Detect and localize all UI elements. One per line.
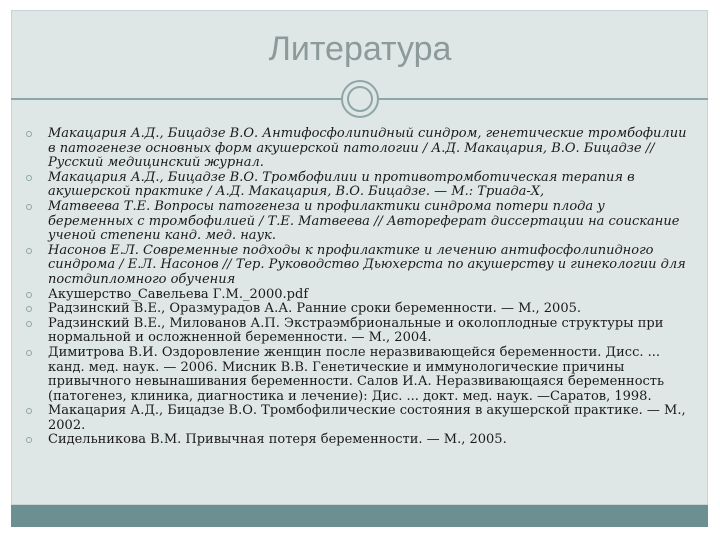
reference-item [26, 317, 688, 346]
reference-item [26, 288, 688, 303]
reference-text: Макацария А.Д., Бицадзе В.О. Тромбофилические состояния в акушерской практике. — М., 2002. [48, 403, 686, 433]
bottom-accent-bar [11, 505, 708, 527]
reference-list [26, 127, 688, 448]
bullet-icon [26, 248, 32, 254]
reference-item [26, 346, 688, 404]
title-divider-left [11, 98, 343, 100]
bullet-icon [26, 408, 32, 414]
circle-ornament-icon [341, 80, 379, 118]
bullet-icon [26, 306, 32, 312]
reference-item [26, 127, 688, 171]
reference-text: Сидельникова В.М. Привычная потеря беременности. — М., 2005. [48, 432, 507, 448]
bullet-icon [26, 131, 32, 137]
reference-text: Макацария А.Д., Бицадзе В.О. Антифосфолипидный синдром, генетические тромбофилии в патогенезе основных форм акушерской патологии / А.Д. Макацария, В.О. Бицадзе // Русский медицинский журнал. [48, 126, 687, 171]
reference-item [26, 171, 688, 200]
reference-text: Радзинский В.Е., Милованов А.П. Экстраэмбриональные и околоплодные структуры при нормальной и осложненной беременности. — М., 2004. [48, 315, 664, 346]
reference-text: Насонов Е.Л. Современные подходы к профилактике и лечению антифосфолипидного синдрома / Е.Л. Насонов // Тер. Руководство Дьюхерста по акушерству и гинекологии для постдипломного обучения [48, 242, 686, 287]
title-divider-right [378, 98, 708, 100]
reference-item [26, 244, 688, 288]
bullet-icon [26, 292, 32, 298]
reference-item [26, 433, 688, 448]
bullet-icon [26, 350, 32, 356]
bullet-icon [26, 321, 32, 327]
reference-text: Димитрова В.И. Оздоровление женщин после неразвивающейся беременности. Дисс. ... канд. мед. наук. — 2006. Мисник В.В. Генетические и иммунологические причины привычного невынашивания беременности. Салов И.А. Неразвивающаяся беременность (патогенез, клиника, диагностика и лечение): Дис. ... докт. мед. наук. —Саратов, 1998. [48, 344, 665, 404]
reference-item [26, 302, 688, 317]
reference-text: Акушерство_Савельева Г.М._2000.pdf [48, 286, 309, 302]
reference-item [26, 200, 688, 244]
bullet-icon [26, 437, 32, 443]
reference-text: Радзинский В.Е., Оразмурадов А.А. Ранние сроки беременности. — М., 2005. [48, 301, 582, 317]
reference-item [26, 404, 688, 433]
bullet-icon [26, 175, 32, 181]
slide-title: Литература [268, 30, 452, 68]
reference-text: Матвеева Т.Е. Вопросы патогенеза и профилактики синдрома потери плода у беременных с тромбофилией / Т.Е. Матвеева // Автореферат диссертации на соискание ученой степени канд. мед. наук. [48, 198, 680, 244]
reference-text: Макацария А.Д., Бицадзе В.О. Тромбофилии и противотромботическая терапия в акушерской практике / А.Д. Макацария, В.О. Бицадзе. — М.: Триада-Х, [48, 169, 635, 200]
bullet-icon [26, 204, 32, 210]
